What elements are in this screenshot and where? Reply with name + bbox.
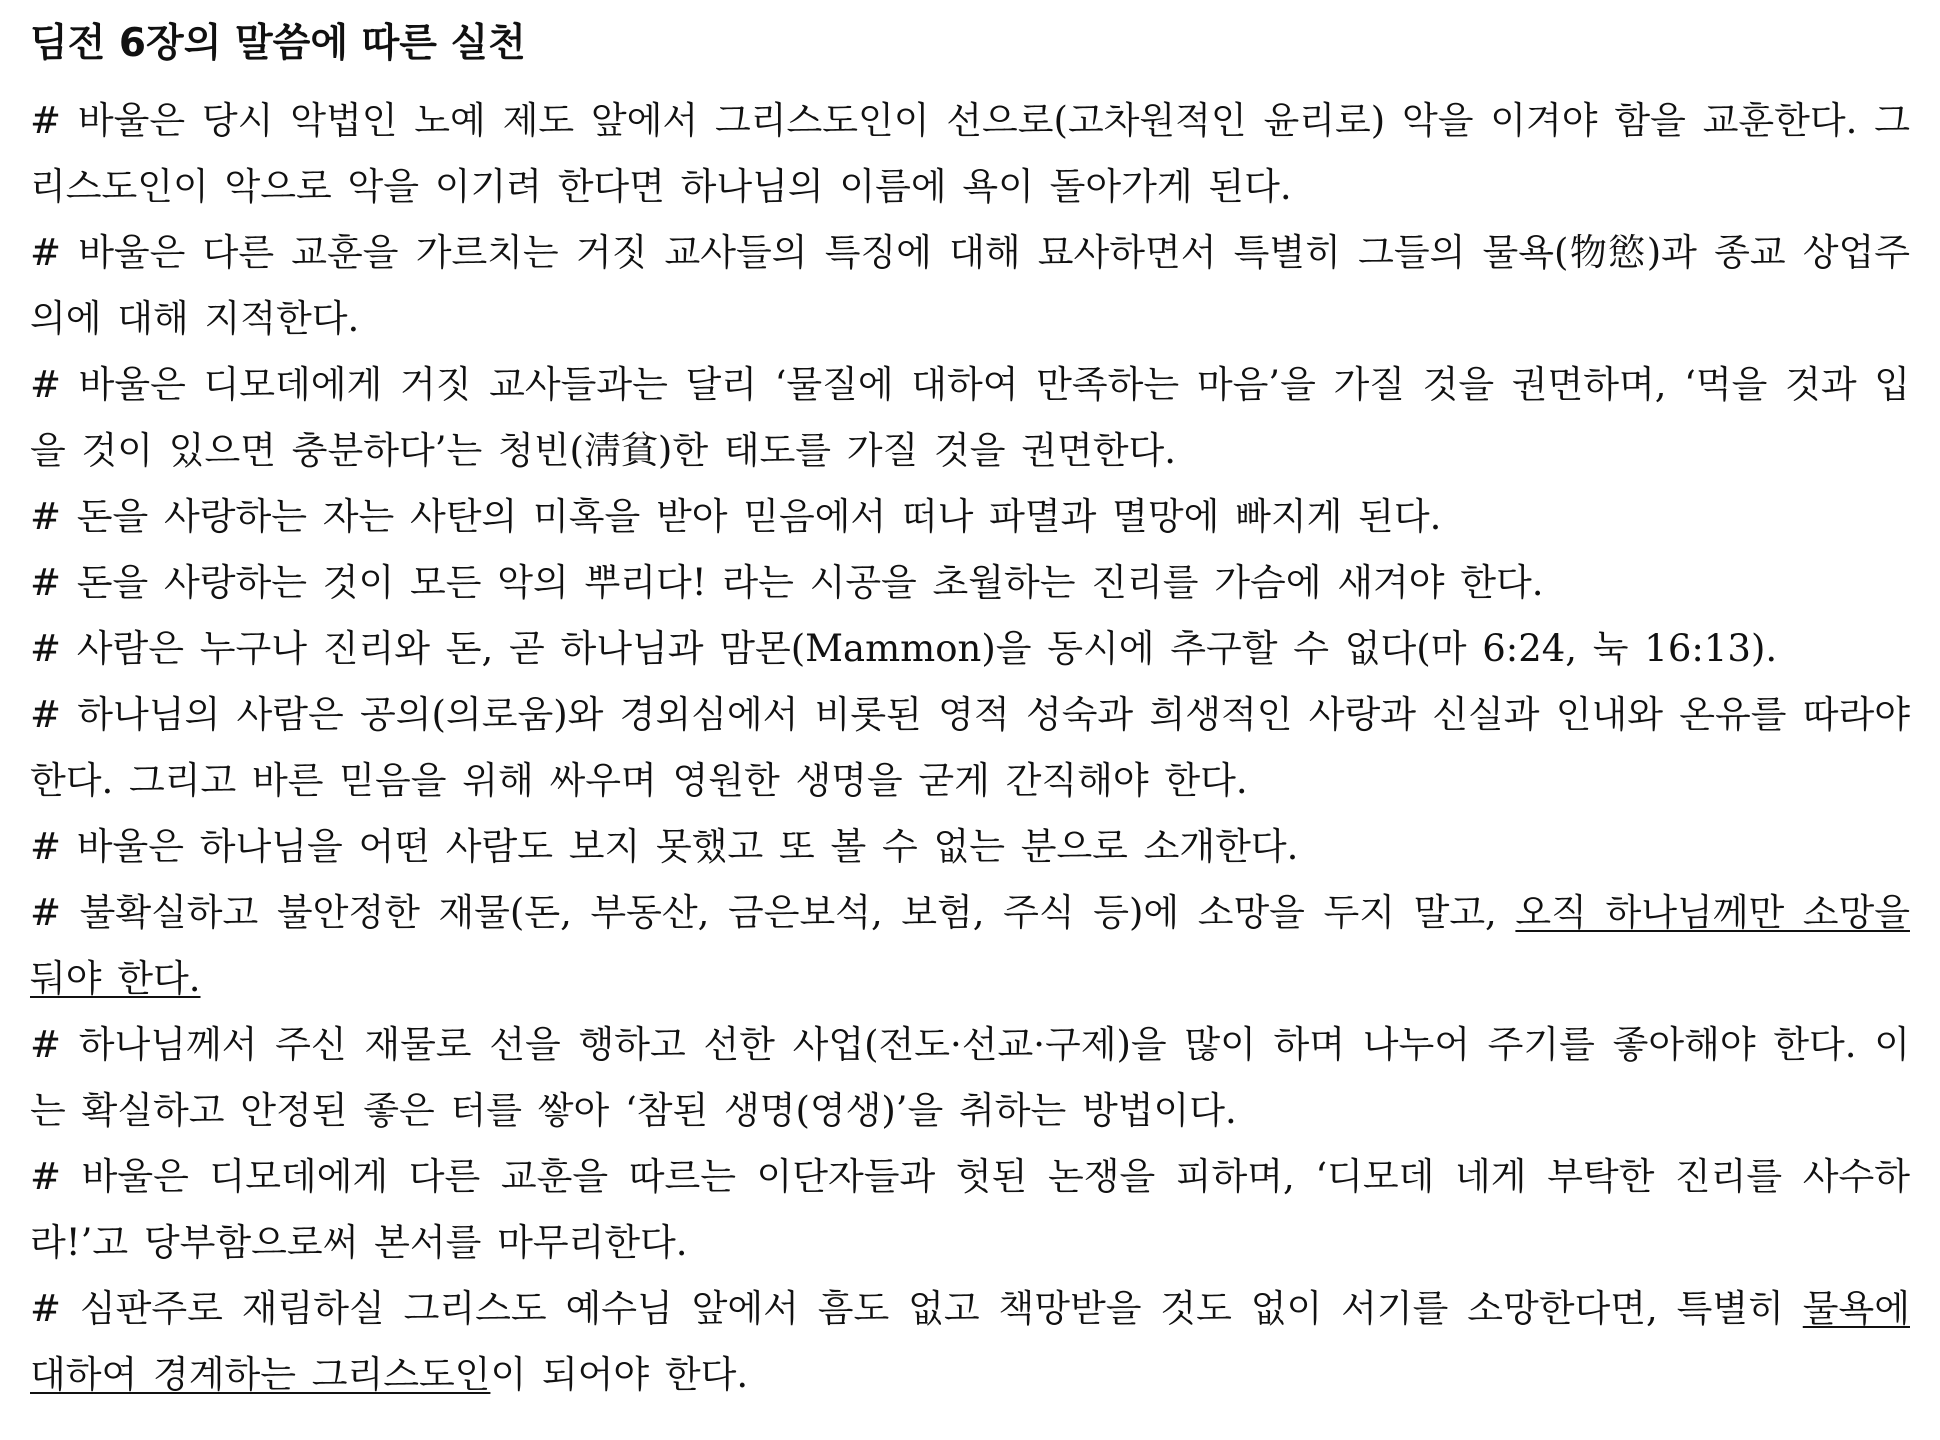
document-page <box>30 22 1910 1408</box>
document-title: 딤전 6장의 말씀에 따른 실천 <box>30 21 526 66</box>
paragraph-10: # 하나님께서 주신 재물로 선을 행하고 선한 사업(전도·선교·구제)을 많이 하며 나누어 주기를 좋아해야 한다. 이는 확실하고 안정된 좋은 터를 쌓아 ‘참된 생명(영생)’을 취하는 방법이다. <box>30 1023 1910 1132</box>
paragraph-2: # 바울은 다른 교훈을 가르치는 거짓 교사들의 특징에 대해 묘사하면서 특별히 그들의 물욕(物慾)과 종교 상업주의에 대해 지적한다. <box>30 231 1910 340</box>
paragraph-12-text: # 심판주로 재림하실 그리스도 예수님 앞에서 흠도 없고 책망받을 것도 없이 서기를 소망한다면, 특별히 <box>30 1287 1803 1330</box>
paragraph-9 <box>30 880 1910 1012</box>
paragraph-6: # 사람은 누구나 진리와 돈, 곧 하나님과 맘몬(Mammon)을 동시에 추구할 수 없다(마 6:24, 눅 16:13). <box>30 627 1778 670</box>
paragraph-4: # 돈을 사랑하는 자는 사탄의 미혹을 받아 믿음에서 떠나 파멸과 멸망에 빠지게 된다. <box>30 495 1442 538</box>
paragraph-9-text: # 불확실하고 불안정한 재물(돈, 부동산, 금은보석, 보험, 주식 등)에 소망을 두지 말고, <box>30 891 1516 934</box>
paragraph-12-underlined-text: 물욕에 대하여 경계하는 그리스도인 <box>30 1287 1910 1396</box>
paragraph-12-text-after: 이 되어야 한다. <box>490 1353 749 1396</box>
paragraph-9-underlined-text: 오직 하나님께만 소망을 둬야 한다. <box>30 891 1910 1000</box>
paragraph-7: # 하나님의 사람은 공의(의로움)와 경외심에서 비롯된 영적 성숙과 희생적인 사랑과 신실과 인내와 온유를 따라야 한다. 그리고 바른 믿음을 위해 싸우며 영원한 생명을 굳게 간직해야 한다. <box>30 693 1910 802</box>
paragraph-8: # 바울은 하나님을 어떤 사람도 보지 못했고 또 볼 수 없는 분으로 소개한다. <box>30 825 1299 868</box>
paragraph-12 <box>30 1276 1910 1408</box>
paragraph-3: # 바울은 디모데에게 거짓 교사들과는 달리 ‘물질에 대하여 만족하는 마음’을 가질 것을 권면하며, ‘먹을 것과 입을 것이 있으면 충분하다’는 청빈(淸貧)한 태도를 가질 것을 권면한다. <box>30 363 1910 472</box>
paragraph-1: # 바울은 당시 악법인 노예 제도 앞에서 그리스도인이 선으로(고차원적인 윤리로) 악을 이겨야 함을 교훈한다. 그리스도인이 악으로 악을 이기려 한다면 하나님의 이름에 욕이 돌아가게 된다. <box>30 99 1910 208</box>
paragraph-11: # 바울은 디모데에게 다른 교훈을 따르는 이단자들과 헛된 논쟁을 피하며, ‘디모데 네게 부탁한 진리를 사수하라!’고 당부함으로써 본서를 마무리한다. <box>30 1155 1910 1264</box>
paragraph-5: # 돈을 사랑하는 것이 모든 악의 뿌리다! 라는 시공을 초월하는 진리를 가슴에 새겨야 한다. <box>30 561 1544 604</box>
